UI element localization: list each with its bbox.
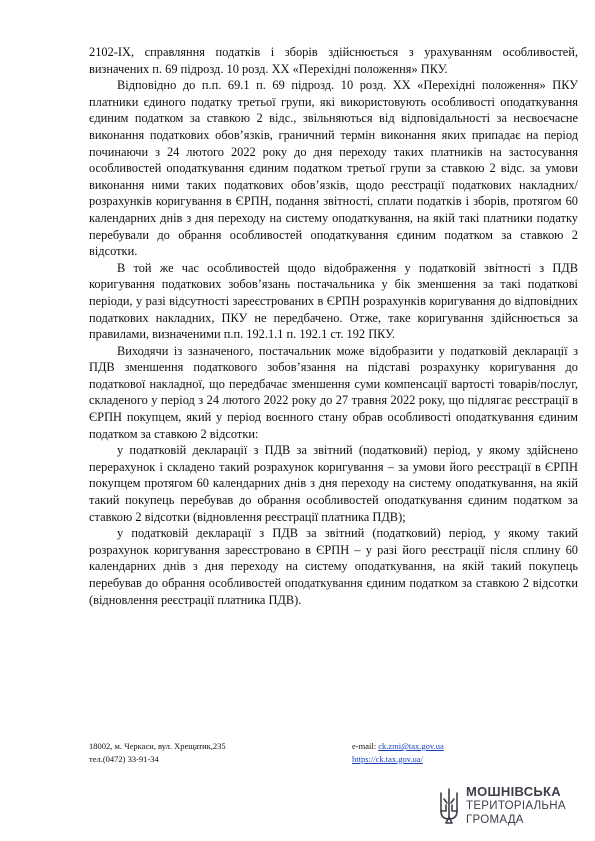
email-link[interactable]: ck.zmi@tax.gov.ua bbox=[378, 741, 444, 751]
list-item: у податковій декларації з ПДВ за звітний (податковий) період, у якому здійснено перерахунок і складено такий розрахунок коригування – за умови його реєстрації в ЄРПН покупцем протягом 60 календарних днів з дня переходу на систему оподаткування, на якій такий покупець перебував до обрання особливостей оподаткування єдиним податком за ставкою 2 відсотки (відновлення реєстрації платника ПДВ); bbox=[89, 443, 578, 524]
footer-online bbox=[352, 740, 444, 765]
footer-contacts bbox=[89, 740, 226, 765]
email-label: e-mail: bbox=[352, 741, 379, 751]
website-link[interactable]: https://ck.tax.gov.ua/ bbox=[352, 753, 423, 764]
footer-email-line bbox=[352, 740, 444, 753]
list-item: у податковій декларації з ПДВ за звітний (податковий) період, у якому такий розрахунок коригування зареєстровано в ЄРПН – у разі його реєстрації після сплину 60 календарних днів з дня переходу на систему оподаткування, на якій такий покупець перебував до обрання особливостей оподаткування єдиним податком за ставкою 2 відсотки (відновлення реєстрації платника ПДВ). bbox=[89, 526, 578, 607]
paragraph: Виходячи із зазначеного, постачальник може відобразити у податковій декларації з ПДВ зменшення податкового зобов’язання на підставі розрахунку коригування до податкової накладної, що передбачає зменшення суми компенсації вартості товарів/послуг, складеного у період з 24 лютого 2022 року до 27 травня 2022 року, що підлягає реєстрації в ЄРПН покупцем, який у період воєнного стану обрав особливості оподаткування єдиним податком за ставкою 2 відсотки: bbox=[89, 343, 578, 441]
footer-phone: тел.(0472) 33-91-34 bbox=[89, 753, 159, 764]
community-name-line2: ТЕРИТОРІАЛЬНА bbox=[466, 800, 566, 812]
community-name-line1: МОШНІВСЬКА bbox=[466, 784, 561, 799]
community-name bbox=[466, 785, 566, 827]
trident-emblem-icon bbox=[438, 787, 460, 827]
footer-address: 18002, м. Черкаси, вул. Хрещатик,235 bbox=[89, 741, 226, 751]
paragraph: Відповідно до п.п. 69.1 п. 69 підрозд. 10 розд. ХХ «Перехідні положення» ПКУ платники єдиного податку третьої групи, які використовують особливості оподаткування єдиним податком за ставкою 2 відс., звільняються від відповідальності за несвоєчасне виконання податкових обов’язків, граничний термін виконання яких припадає на період починаючи з 24 лютого 2022 року до дня переходу таких платників на застосування особливостей оподаткування єдиним податком третьої групи за ставкою 2 відс. за умови виконання ними таких податкових обов’язків, щодо реєстрації податкових накладних/ розрахунків коригування в ЄРПН, подання звітності, сплати податків і зборів, протягом 60 календарних днів з дня переходу на систему оподаткування, на якій такі платники податку перебували до обрання особливостей оподаткування єдиним податком за ставкою 2 відсотки. bbox=[89, 78, 578, 259]
community-name-line3: ГРОМАДА bbox=[466, 814, 524, 826]
community-logo bbox=[438, 785, 588, 833]
paragraph-continuation: 2102-IX, справляння податків і зборів здійснюється з урахуванням особливостей, визначених п. 69 підрозд. 10 розд. ХХ «Перехідні положення» ПКУ. bbox=[89, 45, 578, 76]
document-body bbox=[89, 44, 578, 608]
paragraph: В той же час особливостей щодо відображення у податковій звітності з ПДВ коригування податкових зобов’язань постачальника у бік зменшення за такі податкові періоди, у разі відсутності зареєстрованих в ЄРПН розрахунків коригування до відповідних податкових накладних, ПКУ не передбачено. Отже, таке коригування здійснюється за правилами, визначеними п.п. 192.1.1 п. 192.1 ст. 192 ПКУ. bbox=[89, 260, 578, 342]
